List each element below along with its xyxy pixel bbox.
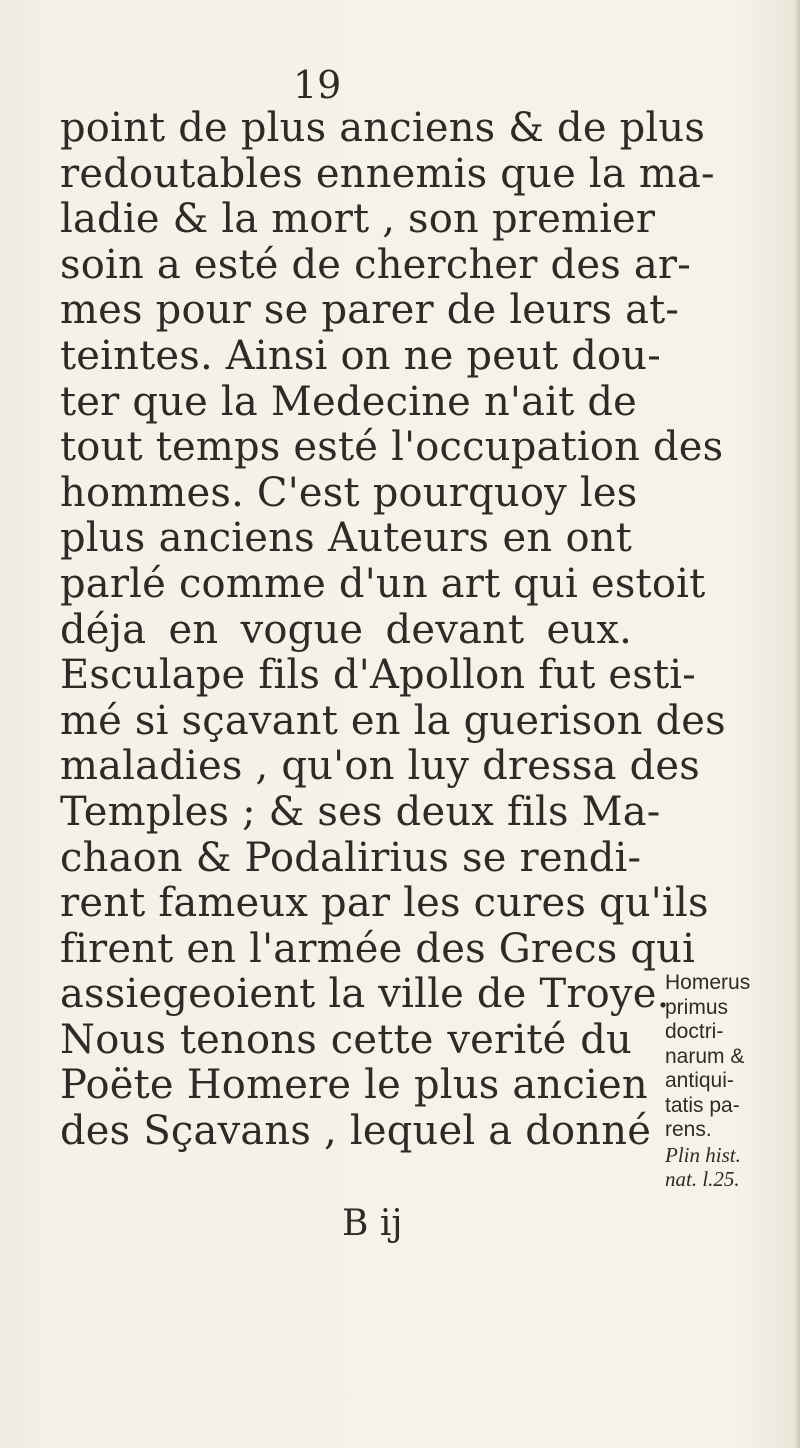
text-line: tout temps esté l'occupation des	[60, 424, 724, 471]
margin-note	[665, 971, 795, 1192]
text-line: parlé comme d'un art qui estoit	[60, 560, 706, 607]
text-line: ter que la Medecine n'ait de	[60, 378, 638, 425]
text-line: firent en l'armée des Grecs qui	[60, 925, 696, 972]
margin-note-line: narum &	[665, 1044, 745, 1068]
text-line: ladie & la mort , son premier	[60, 196, 656, 243]
text-line: mé si sçavant en la guerison des	[60, 697, 726, 744]
margin-note-line: doctri-	[665, 1020, 724, 1043]
margin-note-line: tatis pa-	[665, 1093, 740, 1117]
margin-note-line: antiqui-	[665, 1069, 734, 1092]
margin-note-line: Homerus	[665, 971, 751, 994]
margin-note-citation: nat. l.25.	[665, 1167, 740, 1191]
text-line: Esculape fils d'Apollon fut esti-	[60, 652, 697, 699]
text-line: des Sçavans , lequel a donné	[60, 1108, 652, 1155]
page-edge-shadow	[794, 0, 800, 1448]
text-line: soin a esté de chercher des ar-	[60, 241, 691, 288]
text-line: Poëte Homere le plus ancien	[60, 1062, 648, 1109]
text-line: maladies , qu'on luy dressa des	[60, 743, 700, 790]
margin-note-line: primus	[665, 995, 729, 1019]
text-line: Nous tenons cette verité du	[60, 1016, 632, 1063]
text-line: plus anciens Auteurs en ont	[60, 515, 632, 562]
page-number: 19	[293, 63, 342, 107]
signature-mark: B ij	[342, 1203, 403, 1244]
text-line: Temples ; & ses deux fils Ma-	[60, 788, 661, 835]
text-line: teintes. Ainsi on ne peut dou-	[60, 332, 661, 379]
margin-note-line: rens.	[665, 1118, 712, 1141]
text-line: chaon & Podalirius se rendi-	[60, 834, 642, 881]
text-line: déja en vogue devant eux.	[60, 606, 632, 653]
margin-note-citation: Plin hist.	[665, 1142, 741, 1167]
text-line: mes pour se parer de leurs at-	[60, 287, 680, 334]
text-line: redoutables ennemis que la ma-	[60, 150, 715, 197]
text-line: rent fameux par les cures qu'ils	[60, 880, 709, 927]
text-line: hommes. C'est pourquoy les	[60, 469, 638, 516]
text-line: assiegeoient la ville de Troye.	[60, 971, 670, 1018]
text-line: point de plus anciens & de plus	[60, 105, 706, 151]
